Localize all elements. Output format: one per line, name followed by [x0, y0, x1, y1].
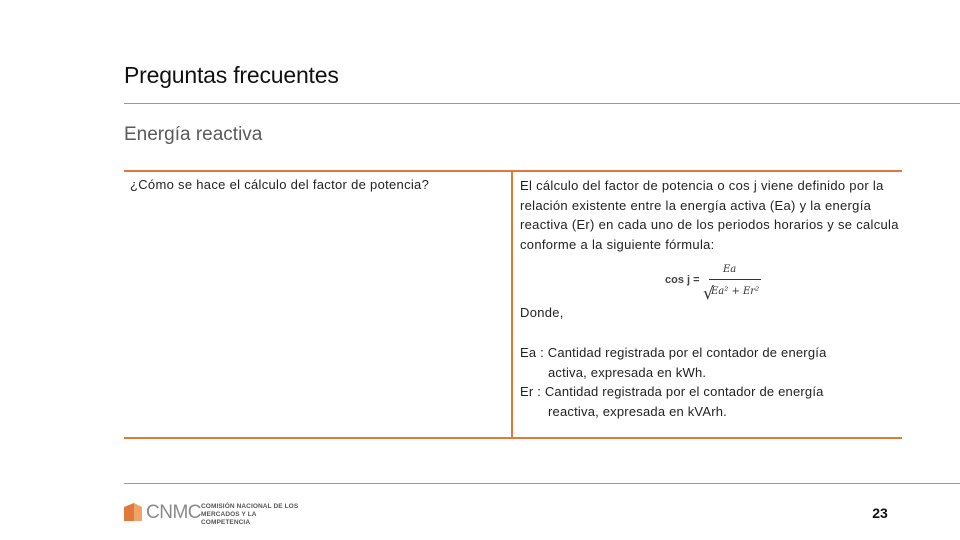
formula-fraction-bar: [709, 279, 761, 280]
formula-numerator: Ea: [723, 264, 737, 275]
formula-denominator: Ea² + Er²: [711, 286, 760, 297]
definition-er-cont: reactiva, expresada en kVArh.: [548, 403, 727, 419]
cnmc-logo-name: [201, 503, 304, 527]
faq-answer-intro: El cálculo del factor de potencia o cos j viene definido por la relación existente entre la energía activa (Ea) y la energía reactiva (Er) en cada uno de los periodos horarios y se calcula conforme a la siguiente fórmula:: [520, 178, 899, 252]
cnmc-logo-icon: [124, 503, 142, 521]
page-title: Preguntas frecuentes: [124, 62, 339, 88]
definition-er: [520, 382, 900, 421]
cnmc-logo-name-line1: COMISIÓN NACIONAL DE LOS: [201, 503, 299, 510]
definition-er-term: Er : Cantidad registrada por el contador de energía: [520, 384, 824, 399]
cnmc-logo: [124, 500, 304, 526]
formula-lhs: cos j =: [665, 274, 700, 286]
faq-question: ¿Cómo se hace el cálculo del factor de potencia?: [130, 177, 430, 192]
donde-label: Donde,: [520, 305, 564, 320]
power-factor-formula: [665, 264, 775, 310]
cnmc-logo-wordmark: CNMC: [146, 502, 201, 523]
definition-ea-cont: activa, expresada en kWh.: [548, 364, 707, 380]
definition-ea-term: Ea : Cantidad registrada por el contador de energía: [520, 345, 827, 360]
faq-column-divider: [511, 170, 513, 439]
page-number: 23: [872, 505, 888, 521]
sqrt-icon: √: [703, 284, 714, 304]
cnmc-logo-name-line2: MERCADOS Y LA COMPETENCIA: [201, 511, 257, 526]
footer-divider: [124, 483, 960, 484]
title-divider: [124, 103, 960, 104]
definition-ea: [520, 343, 900, 382]
section-title: Energía reactiva: [124, 124, 263, 145]
